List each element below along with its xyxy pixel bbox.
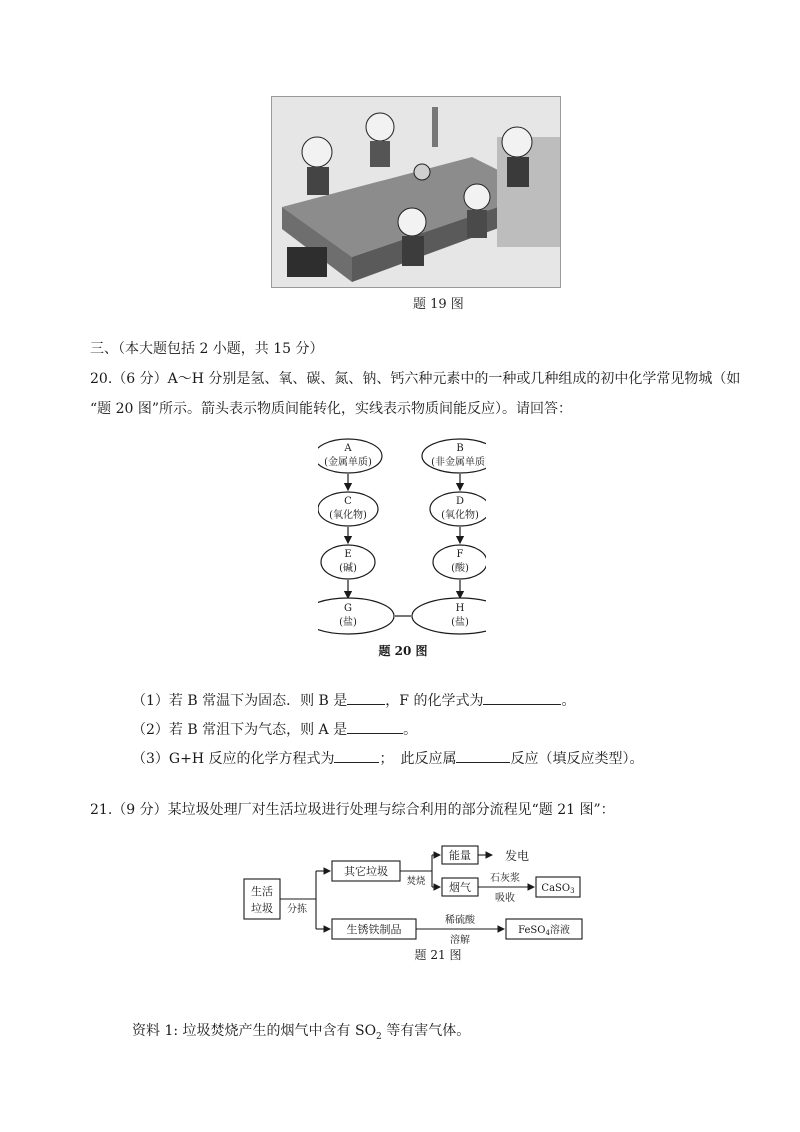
answer-blank-b[interactable] xyxy=(347,690,385,705)
answer-blank-equation[interactable] xyxy=(334,748,379,763)
answer-blank-f-formula[interactable] xyxy=(483,690,561,705)
lab-scene-illustration xyxy=(271,96,561,288)
material-1-pre: 资料 1: 垃圾焚烧产生的烟气中含有 SO xyxy=(132,1023,377,1039)
label-power-generation: 发电 xyxy=(504,849,530,863)
label-energy: 能量 xyxy=(449,849,471,862)
q20-sub2-pre: （2）若 B 常沮下为气态，则 A 是 xyxy=(132,722,348,738)
figure-21-caption: 题 21 图 xyxy=(414,948,462,962)
answer-blank-a[interactable] xyxy=(347,719,403,734)
label-feso4-suffix: 溶液 xyxy=(549,925,570,936)
node-b xyxy=(422,439,486,473)
material-1-sub: 2 xyxy=(376,1031,382,1042)
q20-sub2 xyxy=(132,719,417,739)
label-feso4 xyxy=(518,923,570,937)
node-a-type: (金属单质) xyxy=(324,457,372,468)
node-e-letter: E xyxy=(344,549,352,560)
label-feso4-sub: 4 xyxy=(545,929,550,937)
node-d xyxy=(430,492,486,526)
q20-sub1-mid: ，F 的化学式为 xyxy=(385,693,484,709)
label-other-waste: 其它垃圾 xyxy=(344,865,388,878)
node-c-type: (氧化物) xyxy=(329,510,367,521)
node-e-type: (碱) xyxy=(339,563,357,574)
label-sorting: 分拣 xyxy=(287,904,307,915)
figure-20-diagram xyxy=(318,432,486,662)
label-domestic-waste-line2: 垃圾 xyxy=(251,902,273,915)
node-e xyxy=(321,545,375,579)
q20-text-line1: 20.（6 分）A～H 分别是氢、氧、碳、氮、钠、钙六种元素中的一种或几种组成的初中化学常见物城（如 xyxy=(90,371,741,387)
node-g-type: (盐) xyxy=(339,617,357,628)
label-dissolve: 溶解 xyxy=(450,935,470,946)
node-a xyxy=(318,439,382,473)
material-1-post: 等有害气体。 xyxy=(381,1023,471,1039)
node-b-type: (非金属单质) xyxy=(431,457,486,468)
node-b-letter: B xyxy=(456,443,464,454)
label-rusty-iron: 生锈铁制品 xyxy=(346,923,402,936)
node-h-type: (盐) xyxy=(451,617,469,628)
q20-sub3 xyxy=(132,748,643,768)
node-h xyxy=(412,598,486,634)
q21-text: 21.（9 分）某垃圾处理厂对生活垃圾进行处理与综合利用的部分流程见“题 21 图”： xyxy=(90,802,615,818)
q20-text-line2: “题 20 图”所示。箭头表示物质间能转化，实线表示物质间能反应）。请回答： xyxy=(90,401,573,417)
node-c xyxy=(318,492,378,526)
figure-21-flowchart xyxy=(242,835,587,965)
q20-sub3-post: 反应（填反应类型）。 xyxy=(510,751,644,767)
q20-sub2-post: 。 xyxy=(403,722,418,738)
material-1 xyxy=(132,1020,470,1042)
label-feso4-main: FeSO xyxy=(518,925,546,936)
node-f-letter: F xyxy=(456,549,464,560)
node-a-letter: A xyxy=(344,443,352,454)
q20-sub1-post: 。 xyxy=(561,693,576,709)
label-lime-slurry: 石灰浆 xyxy=(490,873,520,884)
q20-sub3-mid: ； 此反应属 xyxy=(379,751,457,767)
node-d-letter: D xyxy=(455,496,465,507)
node-f xyxy=(433,545,486,579)
label-caso3 xyxy=(541,883,574,895)
label-caso3-sub: 3 xyxy=(570,887,575,895)
node-c-letter: C xyxy=(344,496,352,507)
label-dilute-acid: 稀硫酸 xyxy=(445,915,475,926)
q20-sub1 xyxy=(132,690,575,710)
label-domestic-waste-line1: 生活 xyxy=(251,885,273,898)
label-absorb: 吸收 xyxy=(495,893,515,904)
section-heading: 三、（本大题包括 2 小题，共 15 分） xyxy=(90,341,324,357)
figure-19-caption: 题 19 图 xyxy=(413,297,464,312)
q20-sub3-pre: （3）G+H 反应的化学方程式为 xyxy=(132,751,335,767)
label-caso3-main: CaSO xyxy=(541,883,571,894)
label-flue-gas: 烟气 xyxy=(449,881,471,894)
node-h-letter: H xyxy=(455,603,465,614)
node-d-type: (氧化物) xyxy=(441,510,479,521)
node-g xyxy=(318,598,394,634)
node-g-letter: G xyxy=(344,603,352,614)
q20-sub1-pre: （1）若 B 常温下为固态．则 B 是 xyxy=(132,693,348,709)
answer-blank-reaction-type[interactable] xyxy=(456,748,510,763)
figure-20-caption: 题 20 图 xyxy=(378,644,428,658)
node-f-type: (酸) xyxy=(451,563,469,574)
label-incineration: 焚烧 xyxy=(406,876,426,887)
